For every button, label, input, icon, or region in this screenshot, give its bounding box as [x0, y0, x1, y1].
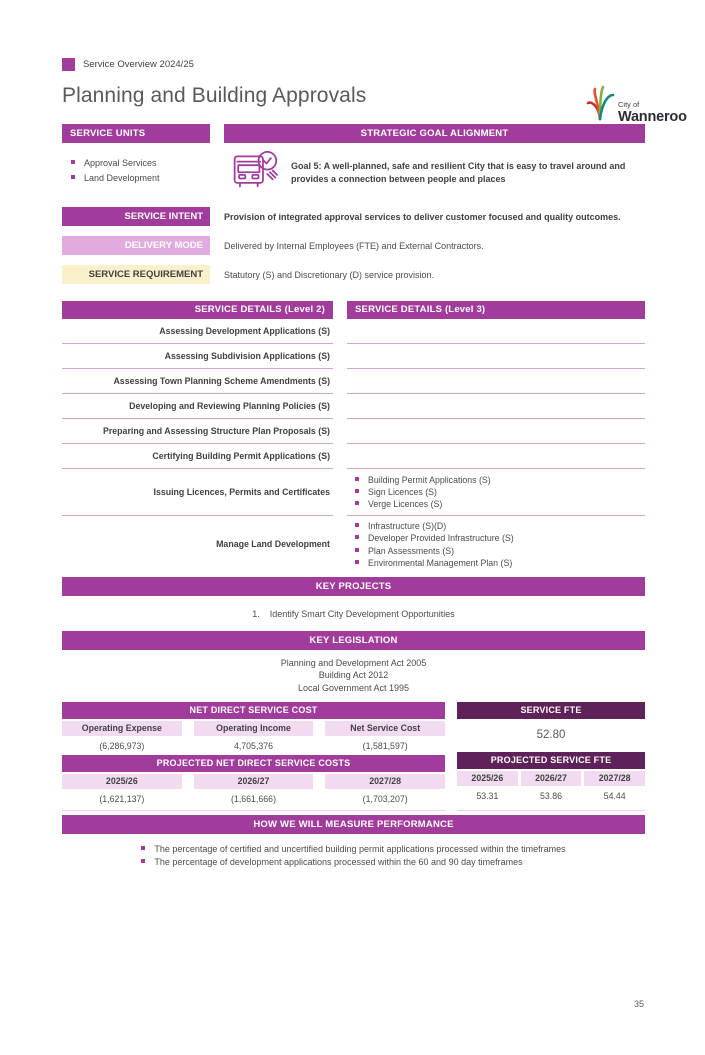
delivery-mode-row — [62, 236, 645, 255]
page-number: 35 — [634, 999, 645, 1009]
legislation-item: Local Government Act 1995 — [297, 682, 410, 693]
delivery-mode-text: Delivered by Internal Employees (FTE) and External Contractors. — [224, 240, 484, 251]
column-header: 2027/28 — [584, 771, 645, 786]
bullet-square-icon — [355, 560, 359, 564]
units-and-goal-section — [62, 124, 645, 197]
service-details-section — [62, 301, 645, 573]
list-item — [141, 856, 565, 870]
page-title: Planning and Building Approvals — [62, 84, 367, 107]
logo-wanneroo-text: Wanneroo — [618, 109, 687, 125]
logo-city-of-text: City of — [618, 99, 640, 109]
city-of-wanneroo-logo — [586, 83, 687, 126]
level2-cell: Assessing Town Planning Scheme Amendments (S) — [62, 369, 333, 394]
bullet-square-icon — [355, 489, 359, 493]
level3-cell — [347, 369, 645, 394]
performance-item: The percentage of development applications processed within the 60 and 90 day timeframes — [154, 857, 523, 868]
table-row — [62, 469, 645, 516]
list-item — [355, 486, 645, 498]
projected-service-fte-header: PROJECTED SERVICE FTE — [457, 752, 645, 769]
table-row — [62, 344, 645, 369]
delivery-mode-label: DELIVERY MODE — [62, 236, 210, 255]
level2-cell: Assessing Development Applications (S) — [62, 319, 333, 344]
cost-value: (1,581,597) — [362, 740, 408, 751]
projected-fte-values — [457, 788, 645, 805]
list-item — [355, 520, 645, 532]
service-intent-text: Provision of integrated approval services to deliver customer focused and quality outcomes. — [224, 211, 621, 222]
bullet-square-icon — [71, 175, 75, 179]
service-fte-table — [457, 702, 645, 811]
strategic-goal-row — [224, 149, 645, 197]
document-page — [0, 58, 705, 1055]
level3-cell — [347, 469, 645, 516]
level3-cell — [347, 394, 645, 419]
projected-cost-values — [62, 791, 445, 808]
service-intent-row — [62, 207, 645, 226]
table-row — [62, 319, 645, 344]
legislation-item: Planning and Development Act 2005 — [280, 658, 427, 668]
bullet-square-icon — [355, 523, 359, 527]
service-requirement-label: SERVICE REQUIREMENT — [62, 265, 210, 284]
list-item — [355, 532, 645, 544]
key-projects-header: KEY PROJECTS — [62, 577, 645, 596]
level3-cell — [347, 444, 645, 469]
bullet-square-icon — [355, 501, 359, 505]
table-row — [62, 516, 645, 573]
eyebrow-square-icon — [62, 58, 75, 71]
strategic-goal-header: STRATEGIC GOAL ALIGNMENT — [224, 124, 645, 143]
list-item — [355, 498, 645, 510]
level3-cell — [347, 516, 645, 573]
list-item — [355, 545, 645, 557]
service-requirement-row — [62, 265, 645, 284]
list-item — [141, 843, 565, 857]
cost-value: (6,286,973) — [99, 740, 145, 751]
level3-header: SERVICE DETAILS (Level 3) — [347, 301, 645, 319]
service-units-column — [62, 124, 210, 197]
list-item — [71, 156, 210, 171]
table-row — [62, 444, 645, 469]
column-header: 2026/27 — [521, 771, 582, 786]
level2-cell: Preparing and Assessing Structure Plan Proposals (S) — [62, 419, 333, 444]
level3-item: Sign Licences (S) — [368, 486, 437, 497]
wanneroo-tree-icon — [586, 83, 616, 126]
performance-header: HOW WE WILL MEASURE PERFORMANCE — [62, 815, 645, 834]
bullet-square-icon — [355, 548, 359, 552]
service-units-header: SERVICE UNITS — [62, 124, 210, 143]
net-direct-service-cost-header: NET DIRECT SERVICE COST — [62, 702, 445, 719]
list-item — [71, 171, 210, 186]
projected-costs-header: PROJECTED NET DIRECT SERVICE COSTS — [62, 755, 445, 772]
service-intent-label: SERVICE INTENT — [62, 207, 210, 226]
column-header: 2027/28 — [325, 774, 445, 789]
level2-header: SERVICE DETAILS (Level 2) — [62, 301, 333, 319]
column-header: Operating Expense — [62, 721, 182, 736]
key-project-text: Identify Smart City Development Opportunities — [269, 609, 455, 619]
level2-cell: Assessing Subdivision Applications (S) — [62, 344, 333, 369]
service-units-list — [62, 156, 210, 186]
column-header: 2025/26 — [62, 774, 182, 789]
eyebrow-label: Service Overview 2024/25 — [83, 59, 194, 70]
cost-values — [62, 738, 445, 755]
column-header: 2026/27 — [194, 774, 314, 789]
level3-item: Developer Provided Infrastructure (S) — [368, 533, 514, 544]
service-details-headers — [62, 301, 645, 319]
cost-value: (1,703,207) — [362, 793, 408, 804]
fte-value: 53.31 — [476, 790, 499, 801]
level3-item: Plan Assessments (S) — [368, 545, 455, 556]
fte-value: 54.44 — [603, 790, 626, 801]
level2-cell: Issuing Licences, Permits and Certificates — [62, 469, 333, 516]
key-legislation-list — [62, 657, 645, 694]
level3-cell — [347, 319, 645, 344]
level3-item: Building Permit Applications (S) — [368, 474, 491, 485]
projected-cost-column-headers — [62, 774, 445, 789]
cost-value: 4,705,376 — [233, 740, 274, 751]
strategic-goal-column — [224, 124, 645, 197]
column-header: 2025/26 — [457, 771, 518, 786]
list-item — [355, 557, 645, 569]
list-item — [355, 474, 645, 486]
table-row — [62, 419, 645, 444]
eyebrow — [62, 58, 645, 71]
key-project-number: 1. — [252, 609, 260, 619]
bullet-square-icon — [71, 160, 75, 164]
level3-item: Infrastructure (S)(D) — [368, 520, 447, 531]
level3-item: Environmental Management Plan (S) — [368, 557, 513, 568]
performance-list — [141, 843, 565, 870]
cost-column-headers — [62, 721, 445, 736]
bus-clock-icon — [232, 149, 278, 197]
performance-list-wrap — [62, 843, 645, 870]
table-row — [62, 369, 645, 394]
level2-cell: Manage Land Development — [216, 539, 330, 549]
financial-section — [62, 702, 645, 811]
service-fte-value: 52.80 — [536, 729, 566, 742]
level2-cell: Developing and Reviewing Planning Policies (S) — [62, 394, 333, 419]
level3-item: Verge Licences (S) — [368, 499, 443, 510]
bullet-square-icon — [141, 846, 145, 850]
service-requirement-text: Statutory (S) and Discretionary (D) service provision. — [224, 269, 435, 280]
strategic-goal-text: Goal 5: A well-planned, safe and resilient City that is easy to travel around and provides a connection between people and places — [291, 161, 626, 184]
fte-value: 53.86 — [540, 790, 563, 801]
level3-cell — [347, 419, 645, 444]
service-unit-label: Approval Services — [84, 158, 157, 168]
cost-value: (1,661,666) — [231, 793, 276, 804]
column-header: Net Service Cost — [325, 721, 445, 736]
key-legislation-header: KEY LEGISLATION — [62, 631, 645, 650]
bullet-square-icon — [355, 535, 359, 539]
service-fte-header: SERVICE FTE — [457, 702, 645, 719]
performance-item: The percentage of certified and uncertified building permit applications processed within the timeframes — [154, 843, 566, 854]
level3-cell — [347, 344, 645, 369]
table-row — [62, 394, 645, 419]
level2-cell: Certifying Building Permit Applications (S) — [62, 444, 333, 469]
legislation-item: Building Act 2012 — [318, 670, 389, 681]
service-unit-label: Land Development — [84, 173, 160, 183]
bullet-square-icon — [355, 477, 359, 481]
bullet-square-icon — [141, 859, 145, 863]
key-project-item — [62, 609, 645, 619]
column-header: Operating Income — [194, 721, 314, 736]
net-direct-service-cost-table — [62, 702, 445, 811]
projected-fte-column-headers — [457, 771, 645, 786]
cost-value: (1,621,137) — [99, 793, 145, 804]
